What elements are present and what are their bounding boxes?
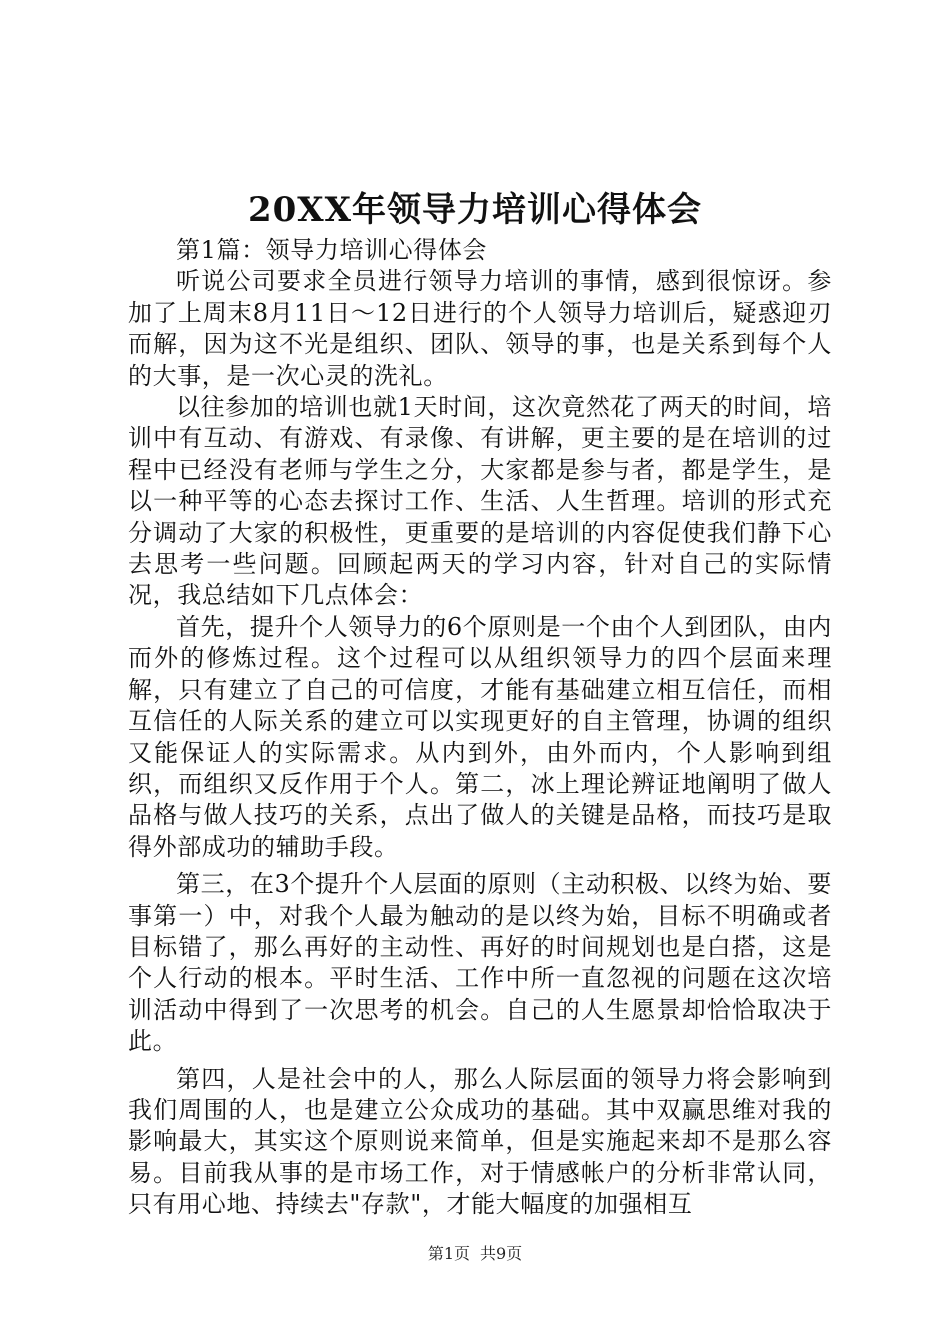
page-footer: [0, 1243, 950, 1265]
paragraph-4: 第三，在3个提升个人层面的原则（主动积极、以终为始、要事第一）中，对我个人最为触动的是以终为始，目标不明确或者目标错了，那么再好的主动性、再好的时间规划也是白搭，这是个人行动的根本。平时生活、工作中所一直忽视的问题在这次培训活动中得到了一次思考的机会。自己的人生愿景却恰恰取决于此。: [128, 870, 832, 1056]
document-body: [128, 235, 832, 1221]
page-total: 共9页: [480, 1244, 523, 1263]
paragraph-2: 以往参加的培训也就1天时间，这次竟然花了两天的时间，培训中有互动、有游戏、有录像、有讲解，更主要的是在培训的过程中已经没有老师与学生之分，大家都是参与者，都是学生，是以一种平等的心态去探讨工作、生活、人生哲理。培训的形式充分调动了大家的积极性，更重要的是培训的内容促使我们静下心去思考一些问题。回顾起两天的学习内容，针对自己的实际情况，我总结如下几点体会：: [128, 393, 832, 610]
page-number: 第1页: [427, 1244, 470, 1263]
paragraph-1: 听说公司要求全员进行领导力培训的事情，感到很惊讶。参加了上周末8月11日～12日进行的个人领导力培训后，疑惑迎刃而解，因为这不光是组织、团队、领导的事，也是关系到每个人的大事，是一次心灵的洗礼。: [128, 267, 832, 390]
document-title: 20XX年领导力培训心得体会: [247, 190, 703, 230]
paragraph-3: 首先，提升个人领导力的6个原则是一个由个人到团队，由内而外的修炼过程。这个过程可以从组织领导力的四个层面来理解，只有建立了自己的可信度，才能有基础建立相互信任，而相互信任的人际关系的建立可以实现更好的自主管理，协调的组织又能保证人的实际需求。从内到外，由外而内，个人影响到组织，而组织又反作用于个人。第二，冰上理论辨证地阐明了做人品格与做人技巧的关系，点出了做人的关键是品格，而技巧是取得外部成功的辅助手段。: [128, 612, 832, 861]
paragraph-5: 第四，人是社会中的人，那么人际层面的领导力将会影响到我们周围的人，也是建立公众成功的基础。其中双赢思维对我的影响最大，其实这个原则说来简单，但是实施起来却不是那么容易。目前我从事的是市场工作，对于情感帐户的分析非常认同，只有用心地、持续去"存款"，才能大幅度的加强相互: [128, 1064, 832, 1219]
section-heading: 第1篇：领导力培训心得体会: [176, 236, 488, 264]
